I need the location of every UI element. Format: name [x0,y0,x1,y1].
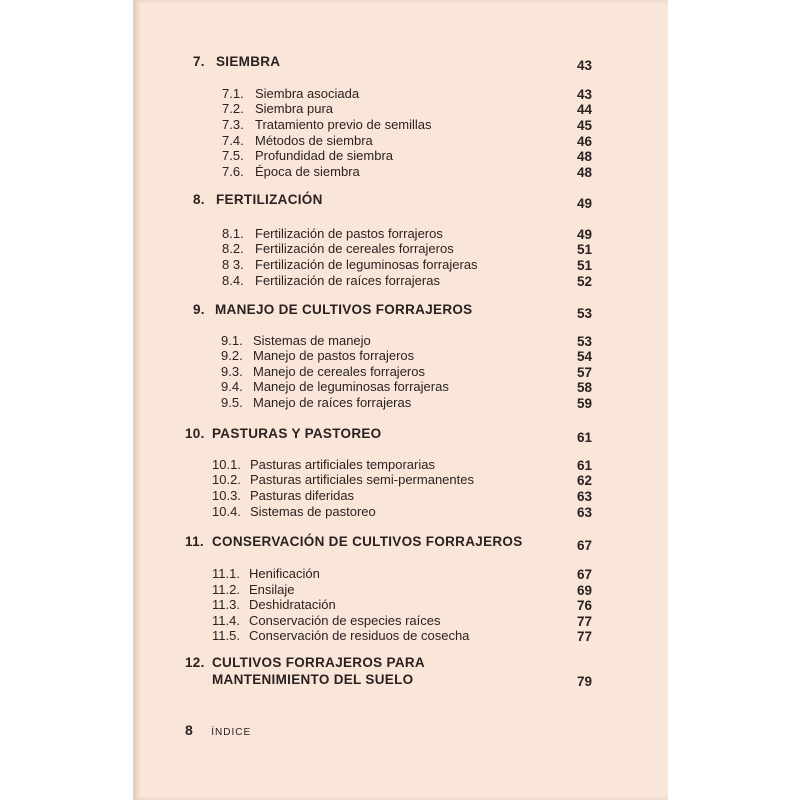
chapter-title: MANEJO DE CULTIVOS FORRAJEROS [215,302,473,317]
subsection-number: 9.3. [221,364,243,379]
toc-chapter [133,54,668,72]
subsection-number: 8.2. [222,241,244,256]
subsection-title: Profundidad de siembra [255,148,394,163]
chapter-page: 53 [576,306,592,321]
subsection-number: 9.1. [221,333,243,348]
chapter-number: 12. [185,655,205,670]
subsection-title: Manejo de leguminosas forrajeras [253,379,449,394]
subsection-page: 51 [576,242,592,257]
chapter-number: 7. [193,54,205,69]
toc-chapter [133,192,668,210]
subsection-number: 10.1. [212,457,241,472]
subsection-page: 58 [576,380,592,395]
subsection-number: 9.5. [221,395,243,410]
subsection-number: 9.2. [221,348,243,363]
chapter-page: 67 [576,538,592,553]
toc-subsection [133,395,668,413]
subsection-title: Fertilización de pastos forrajeros [255,226,443,241]
subsection-page: 63 [576,505,592,520]
subsection-page: 61 [576,458,592,473]
subsection-title: Siembra pura [255,101,334,116]
subsection-page: 69 [576,583,592,598]
subsection-title: Pasturas artificiales temporarias [250,457,435,472]
subsection-number: 7.6. [222,164,244,179]
subsection-page: 62 [576,473,592,488]
subsection-title: Manejo de cereales forrajeros [253,364,425,379]
chapter-page: 49 [576,196,592,211]
subsection-title: Pasturas diferidas [250,488,355,503]
subsection-title: Sistemas de pastoreo [250,504,376,519]
subsection-page: 54 [576,349,592,364]
subsection-number: 7.5. [222,148,244,163]
subsection-title: Manejo de raíces forrajeras [253,395,412,410]
subsection-page: 52 [576,274,592,289]
chapter-title: CONSERVACIÓN DE CULTIVOS FORRAJEROS [212,534,523,549]
subsection-title: Conservación de especies raíces [249,613,441,628]
subsection-number: 8 3. [222,257,244,272]
subsection-title: Ensilaje [249,582,295,597]
subsection-title: Henificación [249,566,320,581]
subsection-page: 76 [576,598,592,613]
subsection-page: 44 [576,102,592,117]
subsection-page: 43 [576,87,592,102]
toc-subsection [133,628,668,646]
subsection-number: 10.4. [212,504,241,519]
subsection-number: 10.3. [212,488,241,503]
subsection-number: 11.3. [212,597,240,612]
subsection-number: 11.2. [212,582,240,597]
chapter-number: 11. [185,534,204,549]
subsection-page: 77 [576,629,592,644]
subsection-number: 7.4. [222,133,244,148]
chapter-title: FERTILIZACIÓN [216,192,323,207]
subsection-page: 77 [576,614,592,629]
subsection-page: 49 [576,227,592,242]
subsection-number: 11.1. [212,566,240,581]
subsection-number: 8.1. [222,226,244,241]
subsection-page: 63 [576,489,592,504]
chapter-page: 79 [576,674,592,689]
subsection-title: Tratamiento previo de semillas [255,117,432,132]
subsection-title: Métodos de siembra [255,133,373,148]
toc-subsection [133,164,668,182]
subsection-number: 7.3. [222,117,244,132]
chapter-title: CULTIVOS FORRAJEROS PARA [212,655,425,670]
subsection-page: 48 [576,149,592,164]
subsection-number: 7.2. [222,101,244,116]
subsection-title: Manejo de pastos forrajeros [253,348,415,363]
subsection-page: 51 [576,258,592,273]
subsection-title: Pasturas artificiales semi-permanentes [250,472,474,487]
chapter-title: PASTURAS Y PASTOREO [212,426,382,441]
book-page [133,0,668,800]
chapter-number: 8. [193,192,205,207]
chapter-title-line2: MANTENIMIENTO DEL SUELO [212,672,414,687]
subsection-page: 59 [576,396,592,411]
toc-subsection [133,504,668,522]
chapter-number: 9. [193,302,205,317]
chapter-page: 61 [576,430,592,445]
subsection-number: 11.5. [212,628,240,643]
toc-chapter [133,534,668,552]
subsection-page: 46 [576,134,592,149]
subsection-page: 45 [576,118,592,133]
page-footer [185,722,251,740]
subsection-page: 67 [576,567,592,582]
subsection-number: 7.1. [222,86,244,101]
subsection-number: 10.2. [212,472,241,487]
subsection-title: Sistemas de manejo [253,333,371,348]
subsection-title: Fertilización de leguminosas forrajeras [255,257,478,272]
toc-subsection [133,273,668,291]
subsection-page: 57 [576,365,592,380]
subsection-number: 11.4. [212,613,240,628]
subsection-title: Siembra asociada [255,86,360,101]
subsection-number: 8.4. [222,273,244,288]
subsection-page: 53 [576,334,592,349]
chapter-page: 43 [576,58,592,73]
subsection-title: Fertilización de raíces forrajeras [255,273,440,288]
footer-label: ÍNDICE [211,727,252,738]
subsection-page: 48 [576,165,592,180]
footer-page-number: 8 [185,722,193,738]
toc-chapter [133,655,668,689]
subsection-title: Deshidratación [249,597,336,612]
chapter-title: SIEMBRA [216,54,281,69]
toc-chapter [133,426,668,444]
toc-chapter [133,302,668,320]
chapter-number: 10. [185,426,205,441]
subsection-title: Época de siembra [255,164,360,179]
subsection-title: Fertilización de cereales forrajeros [255,241,454,256]
subsection-title: Conservación de residuos de cosecha [249,628,470,643]
subsection-number: 9.4. [221,379,243,394]
